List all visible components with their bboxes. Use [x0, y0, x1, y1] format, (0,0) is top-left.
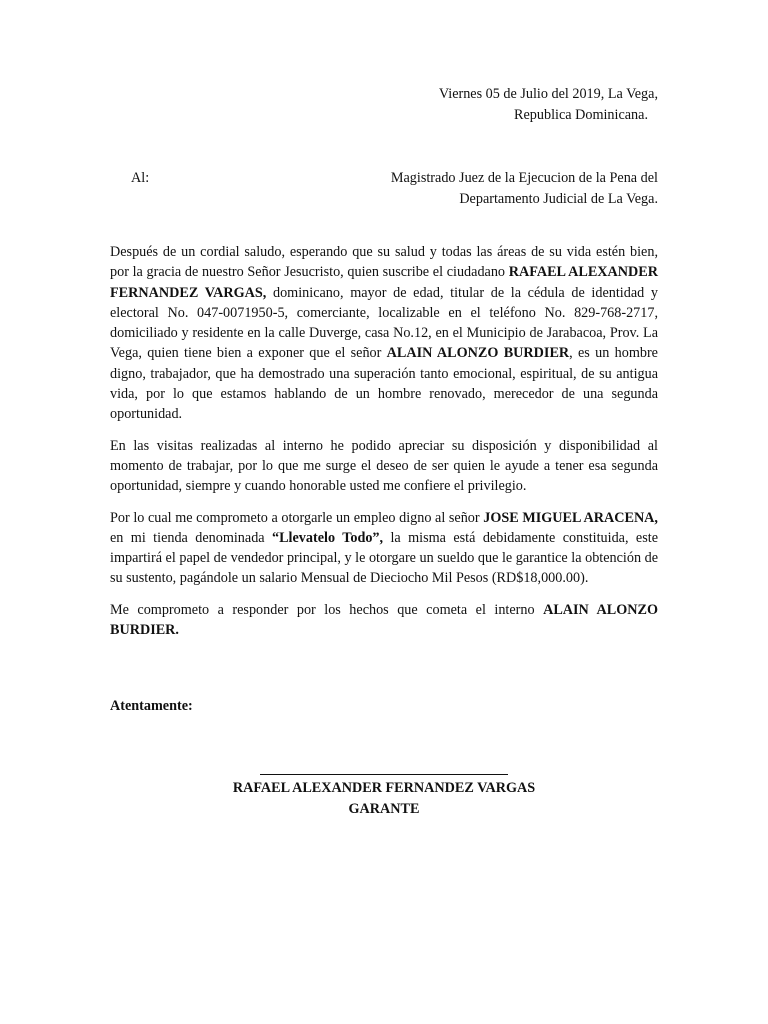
employment-text-3: la misma está debidamente constituida, este impartirá el papel de vendedor principal, y le otorgare un sueldo que le garantice la obtención de su sustento, pagándole un salario Mensual de Dieciocho Mil Pesos (RD$18,000.00).: [110, 529, 658, 587]
inmate-name-bold-2: ALAIN ALONZO BURDIER.: [110, 601, 659, 639]
employment-text-2: en mi tienda denominada: [110, 529, 272, 546]
inmate-name-bold: ALAIN ALONZO BURDIER: [386, 345, 570, 362]
signature-line: [260, 774, 508, 775]
recipient-label: Al:: [131, 170, 150, 186]
employment-text-1: Por lo cual me comprometo a otorgarle un empleo digno al señor: [110, 509, 484, 526]
paragraph-commitment: [110, 600, 658, 641]
guarantor-name-bold: RAFAEL ALEXANDER FERNANDEZ VARGAS,: [110, 264, 658, 301]
closing: Atentamente:: [110, 698, 193, 714]
letter-body: [110, 242, 658, 651]
paragraph-employment: [110, 508, 658, 589]
intro-text-3: , es un hombre digno, trabajador, que ha demostrado una superación tanto emocional, espiritual, de su antigua vida, por lo que estamos hablando de un hombre renovado, merecedor de una segunda oportunidad.: [110, 345, 658, 423]
paragraph-visits: En las visitas realizadas al interno he podido apreciar su disposición y disponibilidad al momento de trabajar, por lo que me surge el deseo de ser quien le ayude a tener esa segunda oportunidad, siempre y cuando honorable usted me confiere el privilegio.: [110, 437, 658, 495]
paragraph-intro: [110, 242, 658, 425]
date-block: [439, 84, 658, 126]
country-line: Republica Dominicana.: [514, 107, 648, 123]
signatory-role: GARANTE: [348, 800, 420, 817]
employee-name-bold: JOSE MIGUEL ARACENA,: [483, 509, 658, 526]
intro-text-2: dominicano, mayor de edad, titular de la cédula de identidad y electoral No. 047-0071950-5, comerciante, localizable en el teléfono No. 829-768-2717, domiciliado y residente en la calle Duverge, casa No.12, en el Municipio de Jarabacoa, Prov. La Vega, quien tiene bien a exponer que el señor: [110, 284, 658, 362]
recipient-line-1: Magistrado Juez de la Ejecucion de la Pena del: [390, 170, 658, 186]
signature-block: [110, 778, 658, 819]
store-name-bold: “Llevatelo Todo”,: [272, 529, 384, 546]
intro-text-1: Después de un cordial saludo, esperando que su salud y todas las áreas de su vida estén bien, por la gracia de nuestro Señor Jesucristo, quien suscribe el ciudadano: [110, 244, 658, 281]
signatory-name: RAFAEL ALEXANDER FERNANDEZ VARGAS: [232, 780, 536, 796]
date-line: Viernes 05 de Julio del 2019, La Vega,: [438, 86, 658, 102]
recipient-line-2: Departamento Judicial de La Vega.: [459, 191, 658, 207]
recipient-block: [391, 168, 658, 210]
commitment-text: Me comprometo a responder por los hechos que cometa el interno: [110, 601, 544, 618]
